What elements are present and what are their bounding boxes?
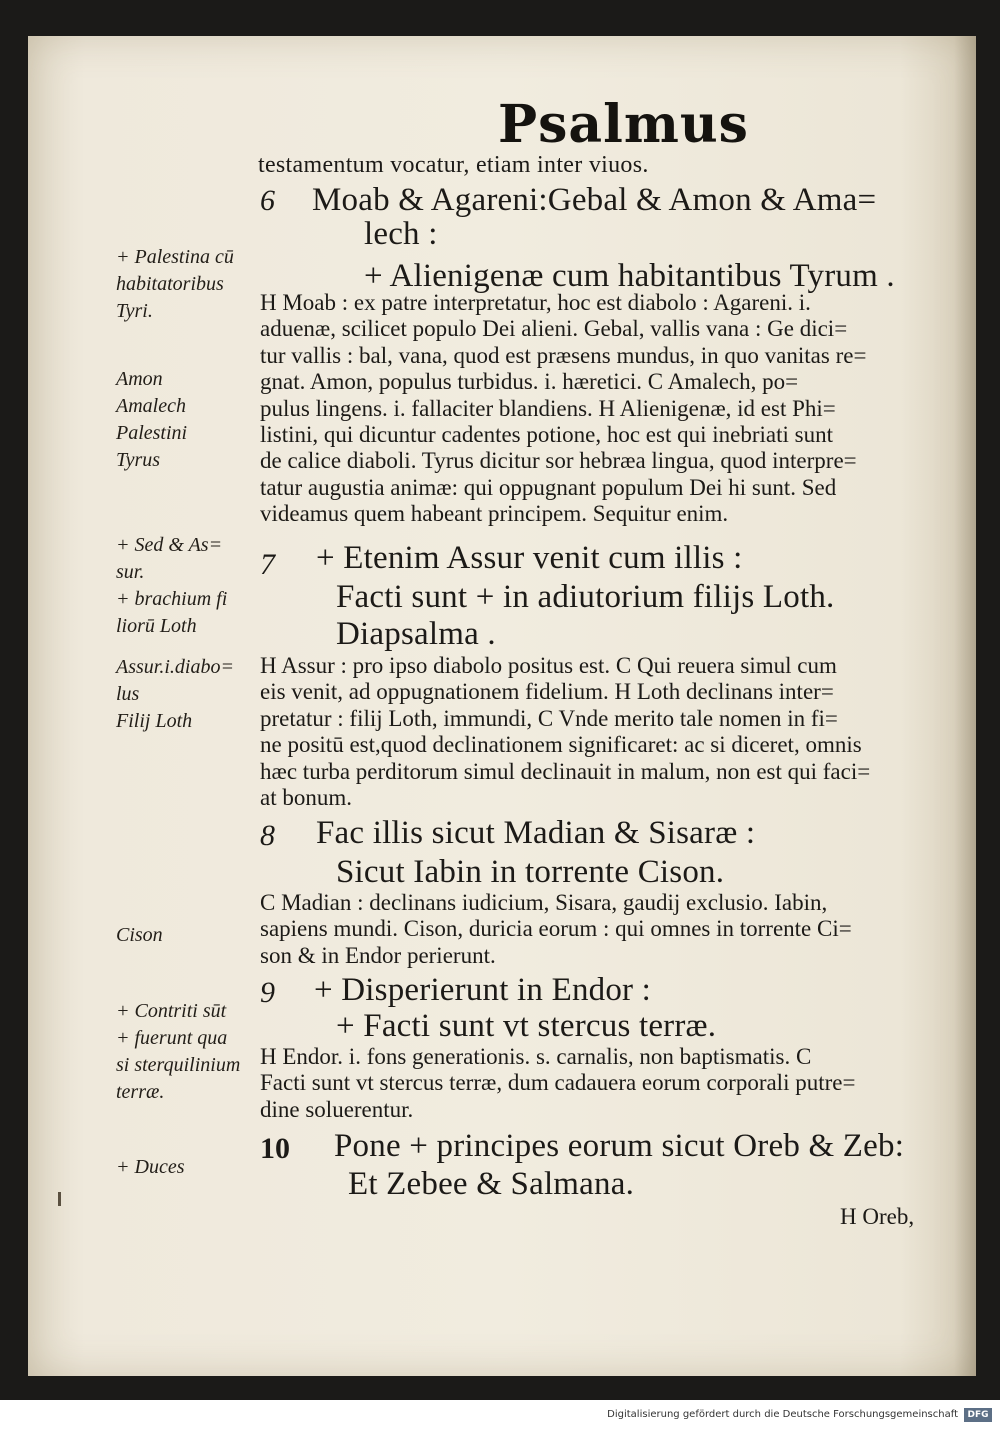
margin-note-line: + brachium fi (116, 588, 228, 610)
commentary-line: ne positū est,quod declinationem significaret: ac si diceret, omnis (260, 732, 862, 758)
verse-line: + Etenim Assur venit cum illis : (316, 540, 743, 576)
margin-note-line: Assur.i.diabo= (116, 656, 234, 678)
continuation-line: testamentum vocatur, etiam inter viuos. (258, 152, 649, 178)
commentary-block (260, 890, 950, 969)
margin-note (116, 244, 256, 325)
commentary-line: C Madian : declinans iudicium, Sisara, gaudij exclusio. Iabin, (260, 890, 828, 915)
verse-number: 6 (260, 184, 275, 217)
margin-note-line: liorū Loth (116, 615, 197, 637)
margin-note-line: Cison (116, 924, 163, 946)
margin-note-line: sur. (116, 561, 145, 583)
running-head: Psalmus (498, 94, 749, 155)
margin-note-line: Filij Loth (116, 710, 193, 732)
dfg-logo: DFG (964, 1408, 992, 1422)
commentary-line: de calice diaboli. Tyrus dicitur sor hebræa lingua, quod interpre= (260, 448, 857, 474)
commentary-block (260, 290, 950, 528)
verse-line: + Alienigenæ cum habitantibus Tyrum . (364, 258, 895, 294)
margin-note-line: + Palestina cū (116, 246, 234, 268)
margin-note-line: lus (116, 683, 140, 705)
funding-notice: Digitalisierung gefördert durch die Deutsche Forschungsgemeinschaft (607, 1409, 958, 1420)
margin-note (116, 532, 256, 640)
commentary-line: H Assur : pro ipso diabolo positus est. C Qui reuera simul cum (260, 653, 837, 678)
catchword: H Oreb, (840, 1204, 915, 1229)
commentary-line: eis venit, ad oppugnationem fidelium. H Loth declinans inter= (260, 679, 834, 705)
verse-number: 7 (260, 548, 275, 581)
margin-note-line: Amalech (116, 395, 186, 417)
verse-line: Moab & Agareni:Gebal & Amon & Ama= (312, 182, 877, 218)
commentary-line: tur vallis : bal, vana, quod est præsens mundus, in quo vanitas re= (260, 342, 867, 368)
margin-note-line: habitatoribus (116, 273, 224, 295)
margin-note (116, 922, 256, 949)
commentary-line: pulus lingens. i. fallaciter blandiens. H Alienigenæ, id est Phi= (260, 395, 836, 421)
verse-line: Pone + principes eorum sicut Oreb & Zeb: (334, 1128, 905, 1164)
margin-note-line: Amon (116, 368, 163, 390)
verse-line: + Facti sunt vt stercus terræ. (336, 1008, 717, 1044)
page-edge (954, 36, 976, 1376)
margin-note-line: si sterquilinium (116, 1054, 241, 1076)
margin-note-line: + Sed & As= (116, 534, 223, 556)
commentary-line: son & in Endor perierunt. (260, 942, 496, 968)
book-page (28, 36, 976, 1376)
verse-line: Diapsalma . (336, 616, 496, 652)
verse-line: lech : (364, 216, 438, 252)
commentary-line: H Endor. i. fons generationis. s. carnalis, non baptismatis. C (260, 1044, 812, 1069)
verse-line: + Disperierunt in Endor : (314, 972, 652, 1008)
verse-line: Fac illis sicut Madian & Sisaræ : (316, 815, 756, 851)
margin-note (116, 366, 256, 474)
verse-line: Facti sunt + in adiutorium filijs Loth. (336, 579, 835, 615)
margin-note-line: Palestini (116, 422, 188, 444)
margin-note-line: + Duces (116, 1156, 185, 1178)
footer-bar (0, 1404, 1000, 1429)
commentary-block (260, 653, 950, 811)
commentary-line: videamus quem habeant principem. Sequitur enim. (260, 501, 729, 527)
margin-note (116, 654, 256, 735)
commentary-line: aduenæ, scilicet populo Dei alieni. Gebal, vallis vana : Ge dici= (260, 316, 848, 342)
margin-note (116, 1154, 256, 1181)
commentary-line: at bonum. (260, 785, 352, 811)
ink-mark (58, 1192, 61, 1206)
margin-note (116, 998, 256, 1106)
commentary-line: Facti sunt vt stercus terræ, dum cadauera eorum corporali putre= (260, 1070, 856, 1096)
commentary-line: H Moab : ex patre interpretatur, hoc est diabolo : Agareni. i. (260, 290, 811, 315)
commentary-line: pretatur : filij Loth, immundi, C Vnde merito tale nomen in fi= (260, 705, 838, 731)
commentary-line: gnat. Amon, populus turbidus. i. hæretici. C Amalech, po= (260, 369, 799, 395)
margin-note-line: terræ. (116, 1081, 165, 1103)
commentary-line: sapiens mundi. Cison, duricia eorum : qui omnes in torrente Ci= (260, 916, 852, 942)
margin-note-line: Tyrus (116, 449, 161, 471)
commentary-line: listini, qui dicuntur cadentes potione, hoc est qui inebriati sunt (260, 422, 833, 448)
verse-number: 10 (260, 1132, 290, 1165)
margin-note-line: Tyri. (116, 300, 153, 322)
verse-line: Et Zebee & Salmana. (348, 1166, 635, 1202)
margin-note-line: + fuerunt qua (116, 1027, 228, 1049)
commentary-line: tatur augustia animæ: qui oppugnant populum Dei hi sunt. Sed (260, 474, 837, 500)
verse-line: Sicut Iabin in torrente Cison. (336, 854, 725, 890)
commentary-block (260, 1044, 950, 1123)
commentary-line: dine soluerentur. (260, 1096, 414, 1122)
verse-number: 8 (260, 819, 275, 852)
verse-number: 9 (260, 976, 275, 1009)
commentary-line: hæc turba perditorum simul declinauit in malum, non est qui faci= (260, 758, 871, 784)
margin-note-line: + Contriti sūt (116, 1000, 227, 1022)
